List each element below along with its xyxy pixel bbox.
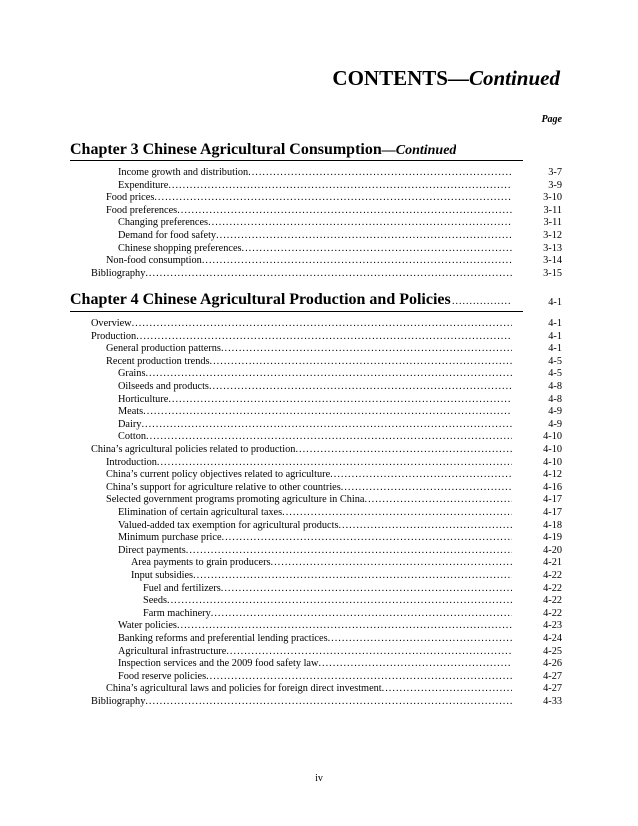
toc-entry-label: China’s agricultural laws and policies for foreign direct investment (106, 683, 382, 695)
toc-entry (118, 545, 512, 558)
toc-entry (106, 192, 512, 205)
toc-entry-page: 4-8 (548, 393, 562, 405)
toc-entry-label: Farm machinery (143, 607, 211, 619)
chapter-3-rule (70, 160, 523, 161)
toc-entry (143, 608, 512, 621)
toc-entry-page: 4-12 (543, 469, 562, 481)
toc-leader-dots (177, 620, 512, 633)
toc-entry-label: Banking reforms and preferential lending practices (118, 633, 328, 644)
toc-leader-dots (154, 192, 512, 205)
toc-leader-dots (221, 343, 512, 356)
toc-entry (91, 696, 512, 709)
toc-entry (118, 620, 512, 633)
toc-leader-dots (338, 520, 512, 533)
toc-entry-label: Cotton (118, 431, 147, 443)
toc-leader-dots (318, 658, 512, 671)
toc-entry-label: Minimum purchase price (118, 532, 222, 544)
toc-entry-label: Chinese shopping preferences (118, 242, 242, 254)
chapter-4-page: 4-1 (548, 297, 562, 308)
toc-entry (118, 419, 512, 432)
toc-entry-page: 3-9 (548, 179, 562, 191)
toc-entry-page: 4-24 (543, 633, 562, 644)
toc-entry (143, 595, 512, 608)
toc-leader-dots (141, 419, 512, 432)
toc-entry (143, 583, 512, 596)
toc-leader-dots (365, 494, 513, 507)
toc-entry (118, 507, 512, 520)
toc-entry-page: 4-1 (548, 318, 562, 329)
toc-entry-page: 4-22 (543, 595, 562, 607)
toc-entry (106, 457, 512, 470)
toc-leader-dots (328, 633, 512, 646)
toc-entry-label: Area payments to grain producers (131, 557, 271, 569)
toc-entry (118, 431, 512, 444)
title-continued: —Continued (447, 66, 560, 90)
toc-entry (118, 217, 512, 230)
toc-entry-label: Overview (91, 318, 132, 329)
toc-entry-page: 3-13 (543, 242, 562, 254)
toc-entry-page: 3-11 (543, 217, 562, 229)
toc-entry-label: Recent production trends (106, 355, 210, 367)
toc-entry (118, 658, 512, 671)
toc-entry-page: 4-9 (548, 406, 562, 418)
toc-entry (118, 368, 512, 381)
toc-entry-page: 3-12 (543, 230, 562, 241)
toc-entry-page: 4-22 (543, 607, 562, 619)
toc-leader-dots (177, 205, 512, 218)
toc-leader-dots (209, 381, 512, 394)
toc-entry-page: 4-1 (548, 330, 562, 342)
chapter-3-label: Chapter 3 Chinese Agricultural Consumption (70, 141, 382, 158)
page-number: iv (315, 773, 323, 784)
toc-leader-dots (167, 595, 512, 608)
toc-leader-dots (206, 671, 512, 684)
toc-entry-page: 4-10 (543, 444, 562, 455)
toc-entry (106, 255, 512, 268)
toc-entry (118, 532, 512, 545)
toc-entry (91, 268, 512, 281)
toc-leader-dots (186, 545, 512, 558)
toc-entry (118, 646, 512, 659)
toc-entry-label: Bibliography (91, 267, 146, 279)
toc-entry (118, 180, 512, 193)
toc-entry-label: China’s current policy objectives related to agriculture (106, 469, 331, 481)
toc-entry-page: 4-26 (543, 658, 562, 670)
toc-entry-label: Dairy (118, 418, 142, 430)
toc-leader-dots (271, 557, 512, 570)
chapter-4-leader (452, 296, 512, 312)
toc-entry-page: 4-18 (543, 519, 562, 531)
toc-entry-label: China’s agricultural policies related to production (91, 444, 296, 455)
toc-leader-dots (143, 406, 512, 419)
toc-entry-page: 3-11 (543, 204, 562, 216)
toc-entry (91, 331, 512, 344)
toc-entry (118, 243, 512, 256)
chapter-3-continued: —Continued (381, 143, 457, 158)
toc-entry-page: 4-27 (543, 670, 562, 682)
toc-entry-label: General production patterns (106, 343, 221, 355)
toc-entry-page: 4-22 (543, 570, 562, 581)
chapter-4-rule (70, 311, 523, 312)
toc-entry-page: 4-8 (548, 381, 562, 392)
toc-entry-page: 4-5 (548, 355, 562, 367)
toc-entry (118, 406, 512, 419)
toc-entry-page: 4-5 (548, 368, 562, 380)
toc-entry (106, 356, 512, 369)
toc-entry-page: 3-7 (548, 167, 562, 178)
toc-entry (118, 381, 512, 394)
toc-leader-dots (282, 507, 512, 520)
toc-leader-dots (382, 683, 512, 696)
toc-leader-dots (222, 532, 512, 545)
toc-entry-label: Fuel and fertilizers (143, 582, 221, 594)
toc-entry-page: 4-1 (548, 343, 562, 355)
toc-entry (106, 469, 512, 482)
toc-entry-page: 4-33 (543, 696, 562, 707)
toc-leader-dots (226, 646, 512, 659)
toc-entry-label: Elimination of certain agricultural taxes (118, 507, 283, 518)
toc-entry-label: Selected government programs promoting agriculture in China (106, 494, 365, 506)
toc-leader-dots (210, 356, 512, 369)
toc-leader-dots (193, 570, 512, 583)
title-text: CONTENTS (332, 66, 448, 90)
toc-entry-page: 4-25 (543, 645, 562, 657)
chapter-4-label: Chapter 4 Chinese Agricultural Production and Policies (70, 291, 451, 308)
toc-entry-label: Changing preferences (118, 217, 209, 229)
toc-leader-dots (242, 243, 512, 256)
toc-entry-label: Introduction (106, 456, 157, 468)
toc-entry-page: 4-17 (543, 507, 562, 518)
toc-leader-dots (208, 217, 512, 230)
toc-entry-label: Agricultural infrastructure (118, 645, 227, 657)
page-title (0, 66, 560, 91)
toc-entry (106, 683, 512, 696)
toc-entry-page: 3-15 (543, 267, 562, 279)
toc-entry (106, 494, 512, 507)
toc-entry-label: Seeds (143, 595, 168, 607)
toc-leader-dots (146, 431, 512, 444)
toc-entry-page: 4-16 (543, 481, 562, 493)
chapter-4-heading (70, 291, 451, 313)
toc-entry-label: China’s support for agriculture relative to other countries (106, 481, 341, 493)
toc-entry-label: Meats (118, 406, 144, 418)
toc-entry-page: 4-23 (543, 620, 562, 632)
toc-entry (91, 318, 512, 331)
toc-entry-label: Production (91, 330, 137, 342)
toc-entry (118, 520, 512, 533)
toc-entry (106, 482, 512, 495)
toc-entry (106, 343, 512, 356)
toc-entry (106, 205, 512, 218)
toc-leader-dots (132, 318, 512, 331)
toc-entry (118, 167, 512, 180)
toc-entry-page: 4-27 (543, 683, 562, 695)
toc-leader-dots (330, 469, 512, 482)
toc-leader-dots (202, 255, 512, 268)
toc-entry-page: 4-10 (543, 431, 562, 443)
toc-leader-dots (211, 608, 512, 621)
toc-entry-label: Direct payments (118, 544, 186, 556)
toc-leader-dots (295, 444, 512, 457)
toc-leader-dots (145, 268, 512, 281)
toc-entry-label: Food preferences (106, 204, 178, 216)
toc-entry-page: 4-22 (543, 582, 562, 594)
toc-entry-label: Non-food consumption (106, 255, 202, 267)
toc-entry-label: Inspection services and the 2009 food safety law (118, 658, 319, 670)
toc-entry-page: 4-21 (543, 557, 562, 569)
toc-entry-label: Grains (118, 368, 146, 380)
toc-entry-page: 4-17 (543, 494, 562, 506)
toc-entry (118, 633, 512, 646)
toc-entry-label: Food prices (106, 192, 155, 204)
toc-entry (91, 444, 512, 457)
toc-entry-label: Valued-added tax exemption for agricultural products (118, 519, 339, 531)
toc-leader-dots (136, 331, 512, 344)
toc-entry-label: Food reserve policies (118, 670, 207, 682)
toc-leader-dots (168, 180, 512, 193)
toc-leader-dots (145, 368, 512, 381)
toc-entry-page: 4-19 (543, 532, 562, 544)
toc-entry-page: 3-10 (543, 192, 562, 204)
toc-leader-dots (248, 167, 512, 180)
toc-leader-dots (168, 394, 512, 407)
page-column-header: Page (541, 114, 562, 125)
toc-entry-page: 4-9 (548, 418, 562, 430)
toc-entry-page: 4-10 (543, 456, 562, 468)
toc-entry-label: Oilseeds and products (118, 381, 209, 392)
toc-leader-dots (145, 696, 512, 709)
toc-leader-dots (341, 482, 512, 495)
toc-entry-label: Water policies (118, 620, 177, 632)
toc-entry-label: Demand for food safety (118, 230, 217, 241)
toc-leader-dots (221, 583, 512, 596)
toc-entry (131, 570, 512, 583)
toc-entry-page: 3-14 (543, 255, 562, 267)
toc-entry-label: Horticulture (118, 393, 169, 405)
toc-entry (118, 394, 512, 407)
toc-entry (118, 230, 512, 243)
toc-entry-label: Input subsidies (131, 570, 194, 581)
toc-leader-dots (157, 457, 512, 470)
toc-entry (131, 557, 512, 570)
toc-entry-label: Expenditure (118, 179, 169, 191)
toc-entry-label: Bibliography (91, 696, 146, 707)
toc-entry-label: Income growth and distribution (118, 167, 249, 178)
toc-entry-page: 4-20 (543, 544, 562, 556)
toc-leader-dots (216, 230, 512, 243)
toc-entry (118, 671, 512, 684)
